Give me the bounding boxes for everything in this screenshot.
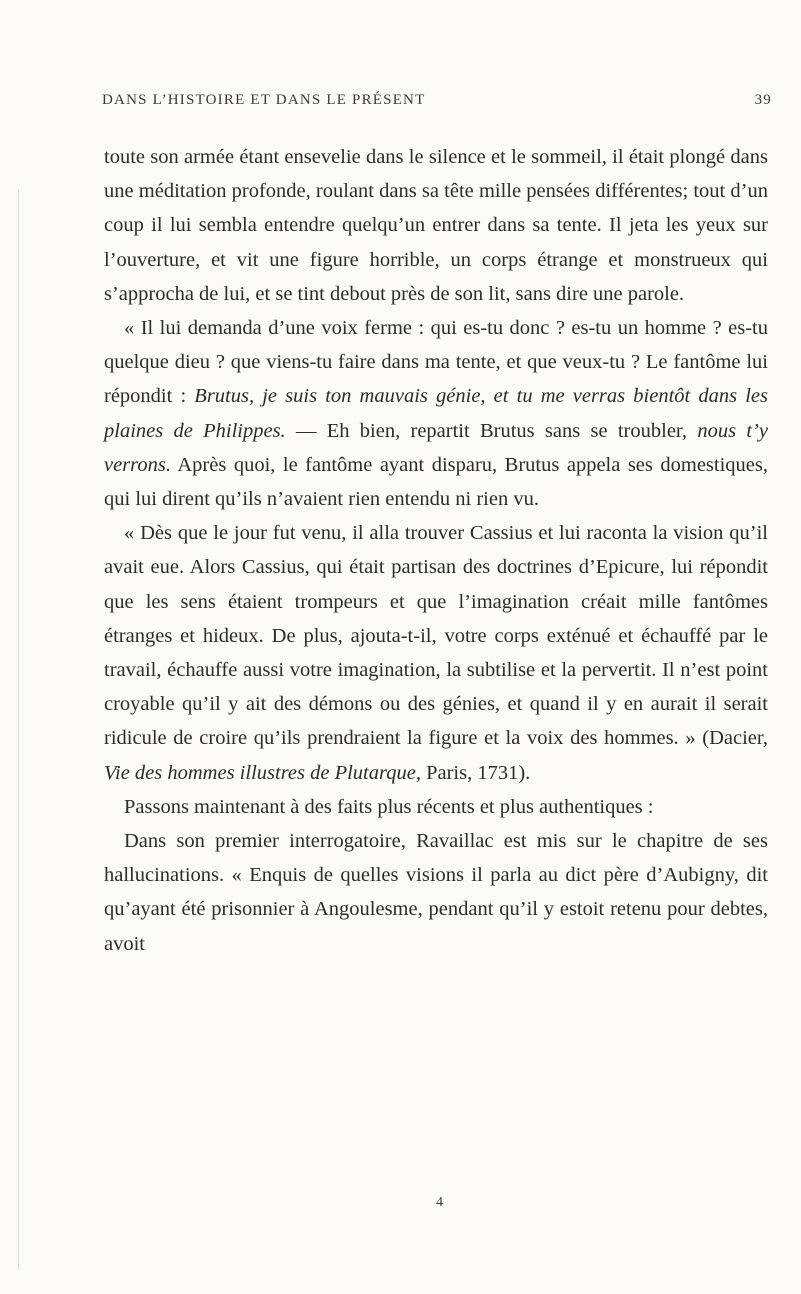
paragraph-4: Passons maintenant à des faits plus récents et plus authentiques : [124, 795, 654, 818]
paragraph-3-italic-b: Vie des hommes illustres de Plutarque, [104, 761, 421, 784]
page-edge-shadow [18, 190, 19, 1270]
running-head: DANS L’HISTOIRE ET DANS LE PRÉSENT [102, 92, 426, 108]
page-number: 39 [754, 92, 772, 108]
paragraph-2-part-a: « Il lui demanda d’une voix ferme : qui es-tu donc ? es-tu un homme ? es-tu quelque dieu ? que viens-tu faire dans ma tente, et que veux-tu ? Le fantôme lui répondit : [104, 317, 768, 408]
paragraph-2-part-c: — Eh bien, repartit Brutus sans se troubler, [285, 419, 698, 442]
paragraph-2-italic-b: Brutus, je suis ton mauvais génie, et tu me verras bientôt dans les plaines de Philippes. [104, 385, 768, 442]
paragraph-1: toute son armée étant ensevelie dans le silence et le sommeil, il était plongé dans une méditation profonde, roulant dans sa tête mille pensées différentes; tout d’un coup il lui sembla entendre quelqu’un entrer dans sa tente. Il jeta les yeux sur l’ouverture, et vit une figure horrible, un corps étrange et monstrueux qui s’approcha de lui, et se tint debout près de son lit, sans dire une parole. [104, 146, 768, 305]
paragraph-2-italic-d: nous t’y verrons. [104, 419, 768, 476]
paragraph-3 [104, 516, 768, 790]
paragraph-2 [104, 311, 768, 516]
signature-mark: 4 [436, 1195, 443, 1210]
paragraph-3-part-a: « Dès que le jour fut venu, il alla trouver Cassius et lui raconta la vision qu’il avait eue. Alors Cassius, qui était partisan des doctrines d’Epicure, lui répondit que les sens étaient trompeurs et que l’imagination créait mille fantômes étranges et hideux. De plus, ajouta-t-il, votre corps exténué et échauffé par le travail, échauffe aussi votre imagination, la subtilise et la pervertit. Il n’est point croyable qu’il y ait des démons ou des génies, et quand il y en aurait il serait ridicule de croire qu’ils prendraient la figure et la voix des hommes. » (Dacier, [104, 522, 768, 750]
body-text [104, 140, 768, 961]
paragraph-2-part-e: Après quoi, le fantôme ayant disparu, Brutus appela ses domestiques, qui lui dirent qu’ils n’avaient rien entendu ni rien vu. [104, 453, 768, 511]
paragraph-3-part-c: Paris, 1731). [420, 761, 531, 784]
paragraph-5: Dans son premier interrogatoire, Ravaillac est mis sur le chapitre de ses hallucinations. « Enquis de quelles visions il parla au dict père d’Aubigny, dit qu’ayant été prisonnier à Angoulesme, pendant qu’il y estoit retenu pour debtes, avoit [104, 830, 768, 955]
page-header [102, 92, 772, 116]
